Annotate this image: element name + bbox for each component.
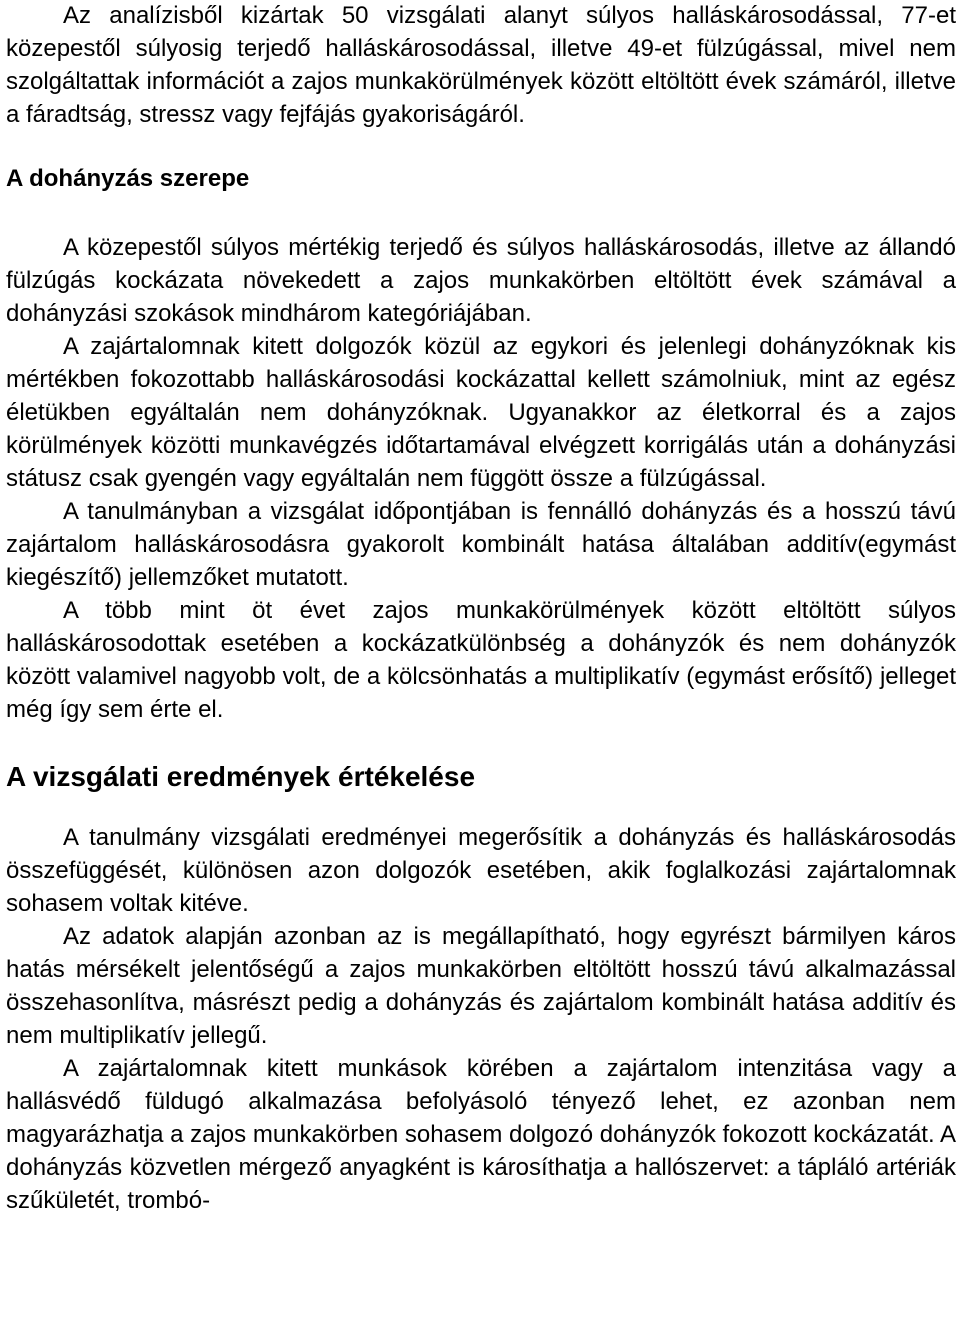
section-heading-smoking: A dohányzás szerepe	[6, 165, 250, 192]
intro-paragraph: Az analízisből kizártak 50 vizsgálati alanyt súlyos halláskárosodással, 77-et közepestől súlyosig terjedő halláskárosodással, illetve 49-et fülzúgással, mivel nem szolgáltattak információt a zajos munkakörülmények között eltöltött évek számáról, illetve a fáradtság, stressz vagy fejfájás gyakoriságáról.	[6, 2, 956, 128]
document-page	[6, 0, 956, 1217]
smoking-paragraph-4: A több mint öt évet zajos munkakörülmények között eltöltött súlyos halláskárosodottak esetében a kockázatkülönbség a dohányzók és nem dohányzók között valamivel nagyobb volt, de a kölcsönhatás a multiplikatív (egymást erősítő) jelleget még így sem érte el.	[6, 597, 956, 723]
evaluation-paragraph-2: Az adatok alapján azonban az is megállapítható, hogy egyrészt bármilyen káros hatás mérsékelt jelentőségű a zajos munkakörben eltöltött hosszú távú alkalmazással összehasonlítva, másrészt pedig a dohányzás és zajártalom kombinált hatása additív és nem multiplikatív jellegű.	[6, 923, 956, 1049]
evaluation-paragraph-3: A zajártalomnak kitett munkások körében a zajártalom intenzitása vagy a hallásvédő füldugó alkalmazása befolyásoló tényező lehet, ez azonban nem magyarázhatja a zajos munkakörben sohasem dolgozó dohányzók fokozott kockázatát. A dohányzás közvetlen mérgező anyagként is károsíthatja a hallószervet: a tápláló artériák szűkületét, trombó-	[6, 1055, 956, 1214]
evaluation-paragraph-1: A tanulmány vizsgálati eredményei megerősítik a dohányzás és halláskárosodás összefüggését, különösen azon dolgozók esetében, akik foglalkozási zajártalomnak sohasem voltak kitéve.	[6, 824, 956, 917]
smoking-paragraph-3: A tanulmányban a vizsgálat időpontjában is fennálló dohányzás és a hosszú távú zajártalom halláskárosodásra gyakorolt kombinált hatása általában additív(egymást kiegészítő) jellemzőket mutatott.	[6, 498, 956, 591]
section-heading-evaluation: A vizsgálati eredmények értékelése	[6, 761, 476, 792]
smoking-paragraph-1: A közepestől súlyos mértékig terjedő és súlyos halláskárosodás, illetve az állandó fülzúgás kockázata növekedett a zajos munkakörben eltöltött évek számával a dohányzási szokások mindhárom kategóriájában.	[6, 234, 956, 327]
smoking-paragraph-2: A zajártalomnak kitett dolgozók közül az egykori és jelenlegi dohányzóknak kis mértékben fokozottabb halláskárosodási kockázattal kellett számolniuk, mint az egész életükben egyáltalán nem dohányzóknak. Ugyanakkor az életkorral és a zajos körülmények közötti munkavégzés időtartamával elvégzett korrigálás után a dohányzási státusz csak gyengén vagy egyáltalán nem függött össze a fülzúgással.	[6, 333, 956, 492]
